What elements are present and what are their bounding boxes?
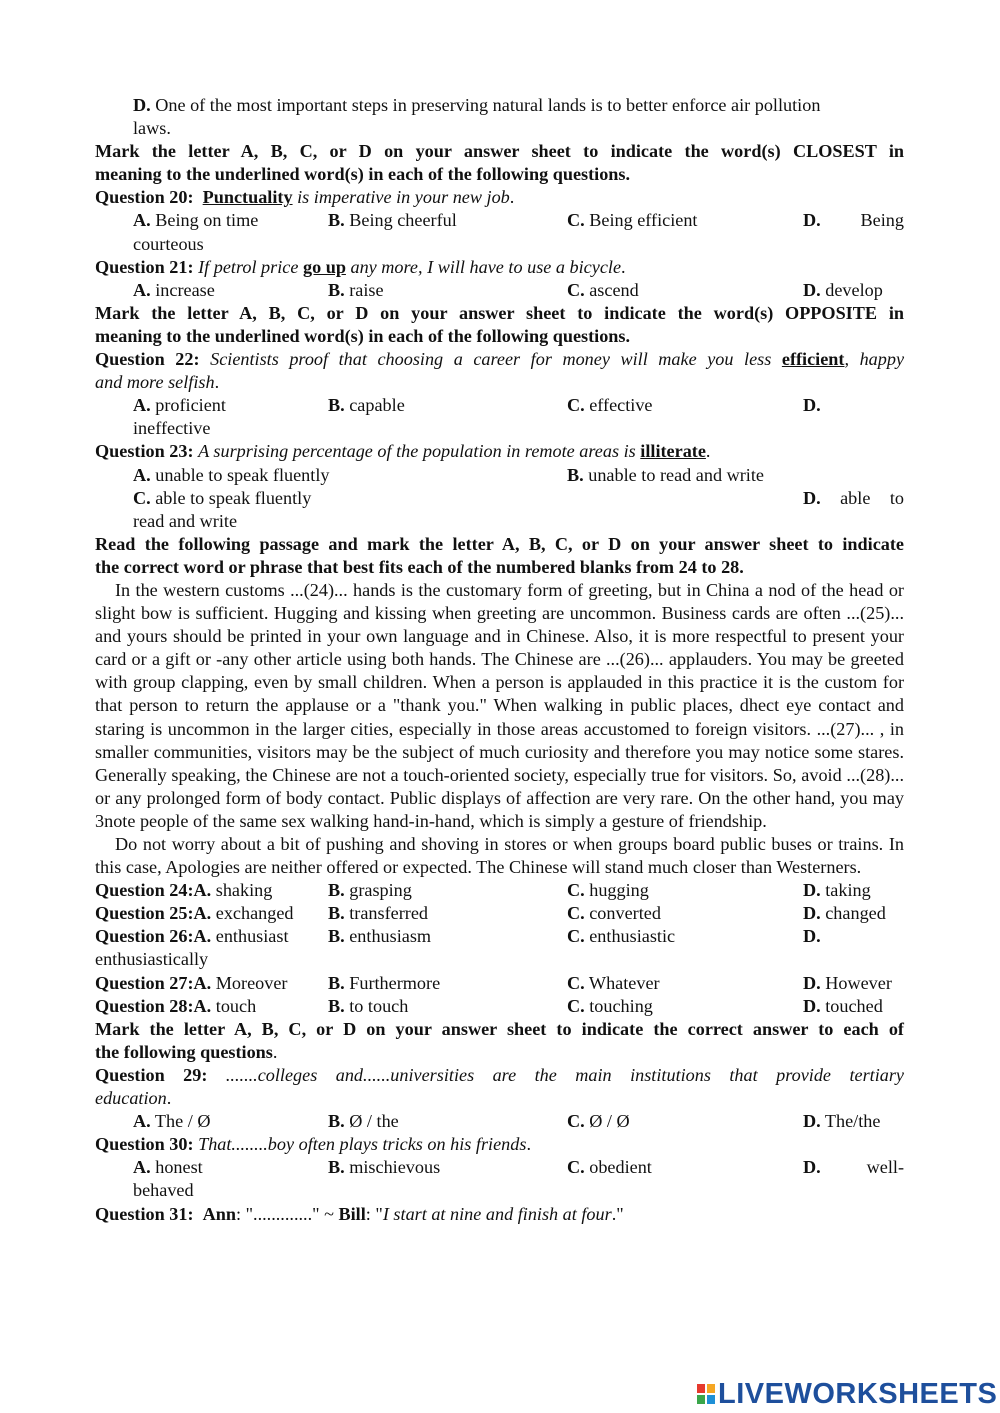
- q29-option-c[interactable]: C. Ø / Ø: [567, 1111, 630, 1132]
- q25-option-c[interactable]: C. converted: [567, 903, 661, 924]
- q26-option-b[interactable]: B. enthusiasm: [328, 926, 432, 947]
- q23-option-d[interactable]: D. able to: [803, 487, 904, 508]
- logo-mark-icon: [697, 1384, 715, 1404]
- q20-option-d-cont: courteous: [133, 233, 204, 254]
- q25-option-a[interactable]: Question 25:A. exchanged: [95, 903, 294, 924]
- reading-passage: [95, 579, 904, 879]
- q26-option-d[interactable]: D.: [803, 926, 821, 947]
- q27-option-c[interactable]: C. Whatever: [567, 972, 660, 993]
- q21-option-a[interactable]: A. increase: [133, 279, 215, 300]
- q28-option-b[interactable]: B. to touch: [328, 995, 409, 1016]
- passage-instruction-cont: the correct word or phrase that best fits each of the numbered blanks from 24 to 28.: [95, 556, 744, 577]
- q23-option-a[interactable]: A. unable to speak fluently: [133, 464, 330, 485]
- q29-stem-cont: education.: [95, 1088, 172, 1109]
- q30-option-a[interactable]: A. honest: [133, 1157, 203, 1178]
- q20-options: [95, 209, 904, 232]
- q20-option-b[interactable]: B. Being cheerful: [328, 210, 457, 231]
- q24-option-b[interactable]: B. grasping: [328, 880, 412, 901]
- closest-instruction-cont: meaning to the underlined word(s) in each of the following questions.: [95, 164, 631, 185]
- q22-option-d[interactable]: D.: [803, 395, 821, 416]
- q22-option-c[interactable]: C. effective: [567, 395, 653, 416]
- q21-option-b[interactable]: B. raise: [328, 279, 384, 300]
- opposite-instruction-cont: meaning to the underlined word(s) in each of the following questions.: [95, 325, 631, 346]
- q31-stem: Question 31: Ann: "............." ~ Bill: "I start at nine and finish at four.": [95, 1203, 624, 1224]
- q19-option-d: D. One of the most important steps in preserving natural lands is to better enforce air pollution: [133, 95, 821, 115]
- passage-paragraph-2: Do not worry about a bit of pushing and shoving in stores or when groups board public buses or trains. In this case, Apologies are neither offered or expected. The Chinese will stand much closer than Westerners.: [95, 834, 904, 878]
- q26-option-a[interactable]: Question 26:A. enthusiast: [95, 926, 289, 947]
- q30-options: [95, 1156, 904, 1179]
- q24-option-c[interactable]: C. hugging: [567, 880, 649, 901]
- q20-stem: Question 20: Punctuality is imperative in your new job.: [95, 187, 515, 208]
- q24-options: [95, 879, 904, 902]
- q22-stem: Question 22: Scientists proof that choosing a career for money will make you less efficient, happy: [95, 349, 905, 370]
- q21-option-c[interactable]: C. ascend: [567, 279, 639, 300]
- q28-option-a[interactable]: Question 28:A. touch: [95, 995, 257, 1016]
- q30-option-c[interactable]: C. obedient: [567, 1157, 652, 1178]
- q28-option-d[interactable]: D. touched: [803, 995, 883, 1016]
- q25-option-d[interactable]: D. changed: [803, 903, 886, 924]
- q22-option-b[interactable]: B. capable: [328, 395, 405, 416]
- closest-instruction: Mark the letter A, B, C, or D on your answer sheet to indicate the word(s) CLOSEST in: [95, 141, 904, 162]
- answer-instruction-cont: the following questions.: [95, 1041, 278, 1062]
- q26-options: [95, 925, 904, 948]
- q20-option-a[interactable]: A. Being on time: [133, 210, 259, 231]
- q26-option-d-cont: enthusiastically: [95, 949, 209, 970]
- q24-option-a[interactable]: Question 24:A. shaking: [95, 880, 273, 901]
- q25-options: [95, 902, 904, 925]
- opposite-instruction: Mark the letter A, B, C, or D on your answer sheet to indicate the word(s) OPPOSITE in: [95, 302, 904, 323]
- q29-option-d[interactable]: D. The/the: [803, 1111, 881, 1132]
- q22-option-d-cont: ineffective: [133, 418, 211, 439]
- q23-option-d-cont: read and write: [133, 510, 238, 531]
- q21-stem: Question 21: If petrol price go up any more, I will have to use a bicycle.: [95, 256, 626, 277]
- q22-option-a[interactable]: A. proficient: [133, 395, 226, 416]
- passage-instruction: Read the following passage and mark the letter A, B, C, or D on your answer sheet to indicate: [95, 533, 904, 554]
- q21-option-d[interactable]: D. develop: [803, 279, 883, 300]
- q30-option-d[interactable]: D. well-: [803, 1157, 904, 1178]
- q30-stem: Question 30: That........boy often plays tricks on his friends.: [95, 1134, 531, 1155]
- q27-option-a[interactable]: Question 27:A. Moreover: [95, 972, 288, 993]
- q23-stem: Question 23: A surprising percentage of the population in remote areas is illiterate.: [95, 441, 711, 462]
- q22-stem-cont: and more selfish.: [95, 372, 220, 393]
- q29-option-a[interactable]: A. The / Ø: [133, 1111, 211, 1132]
- q21-options: [95, 279, 904, 302]
- q25-option-b[interactable]: B. transferred: [328, 903, 428, 924]
- q23-options-ab: [95, 464, 904, 487]
- liveworksheets-logo: [697, 1378, 997, 1410]
- q27-option-b[interactable]: B. Furthermore: [328, 972, 441, 993]
- logo-text: LIVEWORKSHEETS: [718, 1377, 998, 1410]
- q24-option-d[interactable]: D. taking: [803, 880, 871, 901]
- q30-option-d-cont: behaved: [133, 1180, 194, 1201]
- q23-options-cd: [95, 487, 904, 510]
- q26-option-c[interactable]: C. enthusiastic: [567, 926, 676, 947]
- q28-options: [95, 995, 904, 1018]
- q29-option-b[interactable]: B. Ø / the: [328, 1111, 399, 1132]
- q23-option-b[interactable]: B. unable to read and write: [567, 464, 764, 485]
- q23-option-c[interactable]: C. able to speak fluently: [133, 487, 312, 508]
- answer-instruction: Mark the letter A, B, C, or D on your answer sheet to indicate the correct answer to each of: [95, 1018, 904, 1039]
- passage-paragraph-1: In the western customs ...(24)... hands is the customary form of greeting, but in China a nod of the head or slight bow is sufficient. Hugging and kissing when greeting are uncommon. Business cards are often ...(25)... and yours should be printed in your own language and in Chinese. Also, it is more respectful to present your card or a gift or -any other article using both hands. The Chinese are ...(26)... applauders. You may be greeted with group clapping, even by small children. When a person is applauded in this practice it is the custom for that person to return the applause or a "thank you." When walking in public places, dhect eye contact and staring is uncommon in the larger cities, especially in those areas accustomed to foreign visitors. ...(27)... , in smaller communities, visitors may be the subject of much curiosity and therefore you may notice some stares. Generally speaking, the Chinese are not a touch-oriented society, especially true for visitors. So, avoid ...(28)... or any prolonged form of body contact. Public displays of affection are very rare. On the other hand, you may 3note people of the same sex walking hand-in-hand, which is simply a gesture of friendship.: [95, 579, 904, 831]
- q29-options: [95, 1110, 904, 1133]
- q22-options: [95, 394, 904, 417]
- q20-option-d[interactable]: D. Being: [803, 210, 904, 231]
- q27-options: [95, 972, 904, 995]
- q19-option-d-cont: laws.: [133, 118, 171, 139]
- q30-option-b[interactable]: B. mischievous: [328, 1157, 441, 1178]
- q29-stem: Question 29: .......colleges and......universities are the main institutions that provide tertiary: [95, 1064, 904, 1085]
- worksheet-page: [95, 94, 904, 1226]
- q28-option-c[interactable]: C. touching: [567, 995, 653, 1016]
- q27-option-d[interactable]: D. However: [803, 972, 892, 993]
- q20-option-c[interactable]: C. Being efficient: [567, 210, 698, 231]
